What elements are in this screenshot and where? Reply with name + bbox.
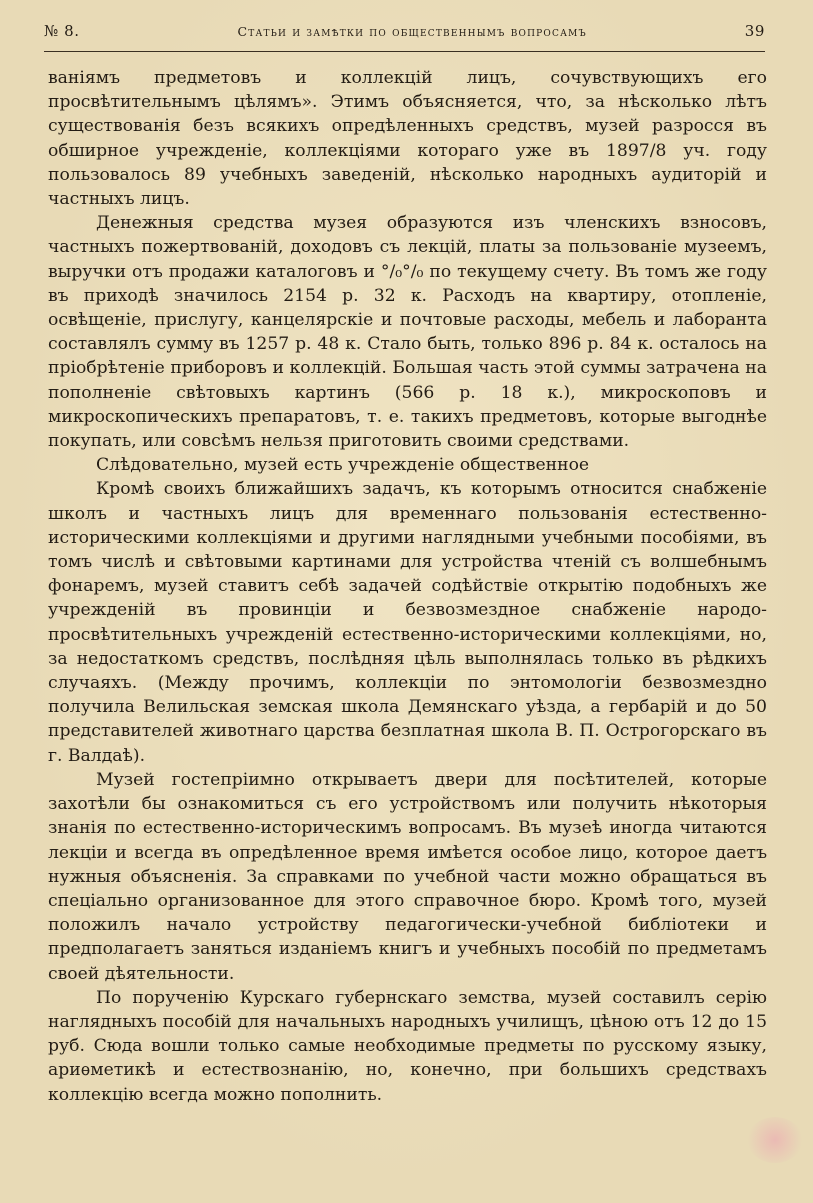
paragraph-5: Музей гостепріимно открываетъ двери для посѣтителей, которые захотѣли бы ознакомиться съ его устройствомъ или получить нѣкоторыя знанія по естественно-историческимъ вопросамъ. Въ музеѣ иногда читаются лекціи и всегда въ опредѣленное время имѣется особое лицо, которое даетъ нужныя объясненія. За справками по учебной части можно обращаться въ спеціально организованное для этого справочное бюро. Кромѣ того, музей положилъ начало устройству педагогически-учебной библіотеки и предполагаетъ заняться изданіемъ книгъ и учебныхъ пособій по предметамъ своей дѣятельности.: [48, 769, 767, 984]
paragraph-1: ваніямъ предметовъ и коллекцій лицъ, сочувствующихъ его просвѣтительнымъ цѣлямъ». Этимъ объясняется, что, за нѣсколько лѣтъ существованія безъ всякихъ опредѣленныхъ средствъ, музей разросся въ обширное учрежденіе, коллекціями котораго уже въ 1897/8 уч. году пользовалось 89 учебныхъ заведеній, нѣсколько народныхъ аудиторій и частныхъ лицъ.: [48, 68, 767, 210]
paragraph-2: Денежныя средства музея образуются изъ членскихъ взносовъ, частныхъ пожертвованій, доходовъ съ лекцій, платы за пользованіе музеемъ, выручки отъ продажи каталоговъ и °/₀°/₀ по текущему счету. Въ томъ же году въ приходѣ значилось 2154 р. 32 к. Расходъ на квартиру, отопленіе, освѣщеніе, прислугу, канцелярскіе и почтовые расходы, мебель и лаборанта составлялъ сумму въ 1257 р. 48 к. Стало быть, только 896 р. 84 к. осталось на пріобрѣтеніе приборовъ и коллекцій. Большая часть этой суммы затрачена на пополненіе свѣтовыхъ картинъ (566 р. 18 к.), микроскоповъ и микроскопическихъ препаратовъ, т. е. такихъ предметовъ, которые выгоднѣе покупать, или совсѣмъ нельзя приготовить своими средствами.: [48, 213, 767, 452]
article-body: [48, 66, 767, 1107]
running-title: Статьи и замѣтки по общественнымъ вопросамъ: [237, 24, 587, 39]
page-number: 39: [744, 22, 765, 40]
paragraph-6: По порученію Курскаго губернскаго земства, музей составилъ серію наглядныхъ пособій для начальныхъ народныхъ училищъ, цѣною отъ 12 до 15 руб. Сюда вошли только самые необходимые предметы по русскому языку, ариѳметикѣ и естествознанію, но, конечно, при большихъ средствахъ коллекцію всегда можно пополнить.: [48, 987, 767, 1105]
issue-number: № 8.: [44, 22, 80, 40]
header-rule: [44, 51, 765, 52]
running-header: [44, 22, 765, 48]
ink-stain: [747, 1117, 803, 1163]
paragraph-4: Кромѣ своихъ ближайшихъ задачъ, къ которымъ относится снабженіе школъ и частныхъ лицъ для временнаго пользованія естественно-историческими коллекціями и другими наглядными учебными пособіями, въ томъ числѣ и свѣтовыми картинами для устройства чтеній съ волшебнымъ фонаремъ, музей ставитъ себѣ задачей содѣйствіе открытію подобныхъ же учрежденій въ провинціи и безвозмездное снабженіе народо-просвѣтительныхъ учрежденій естественно-историческими коллекціями, но, за недостаткомъ средствъ, послѣдняя цѣль выполнялась только въ рѣдкихъ случаяхъ. (Между прочимъ, коллекціи по энтомологіи безвозмездно получила Велильская земская школа Демянскаго уѣзда, а гербарій и до 50 представителей животнаго царства безплатная школа В. П. Острогорскаго въ г. Валдаѣ).: [48, 479, 767, 766]
paragraph-3: Слѣдовательно, музей есть учрежденіе общественное: [96, 455, 590, 476]
